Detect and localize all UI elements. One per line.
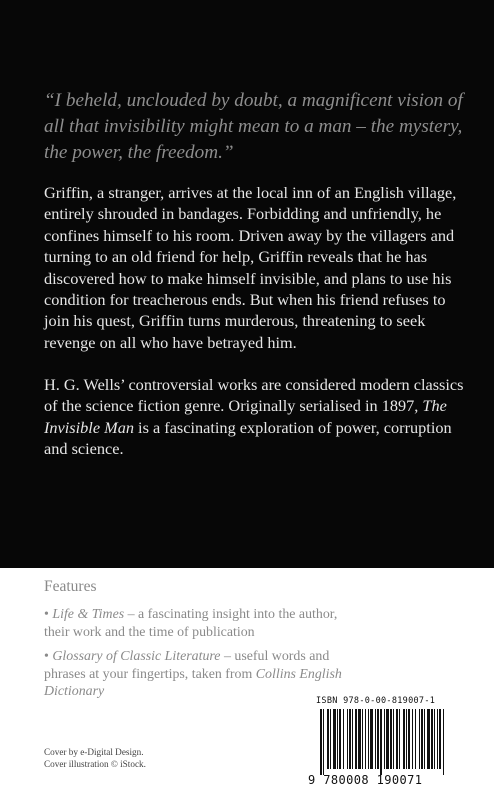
barcode-bar [419,709,420,769]
barcode-bar [431,709,433,769]
feature-name: Glossary of Classic Literature [52,649,221,664]
barcode-bar [339,709,341,769]
bullet: • [44,649,49,664]
barcode-right-group: 190071 [376,773,423,787]
barcode-bar [362,709,363,769]
barcode-first-digit: 9 [308,773,316,787]
barcode-bar [377,709,379,769]
isbn-barcode [306,693,482,791]
cover-design-credit: Cover by e-Digital Design. [44,747,144,757]
barcode-bars [306,709,482,775]
barcode-bar [415,709,416,769]
barcode-bar [412,709,413,769]
barcode-bar [368,709,369,769]
barcode-bar [437,709,438,769]
dictionary-source: Collins English Dictionary [44,666,342,699]
barcode-bar [427,709,430,769]
barcode-bar [424,709,425,769]
feature-desc: – useful words and phrases at your fingertips, taken from [44,649,330,682]
features-panel [0,568,494,800]
barcode-bar [370,709,373,769]
barcode-bar [365,709,366,769]
barcode-bar [330,709,331,769]
barcode-left-group: 780008 [323,773,369,787]
about-paragraph [44,374,468,460]
barcode-bar [399,709,400,769]
barcode-bar [393,709,394,769]
barcode-digits [308,773,482,787]
barcode-bar [390,709,392,769]
barcode-bar [349,709,351,769]
feature-name: Life & Times [52,607,125,622]
barcode-bar [439,709,441,769]
barcode-bar [355,709,357,769]
barcode-bar [396,709,398,769]
feature-item-life-times [44,606,344,641]
barcode-bar [320,709,322,775]
barcode-bar [380,709,382,775]
barcode-bar [347,709,348,769]
barcode-bar [327,709,329,769]
isbn-label: ISBN 978-0-00-819007-1 [316,696,436,706]
about-text-after: is a fascinating exploration of power, corruption and science. [44,417,452,459]
barcode-bar [384,709,385,769]
synopsis-paragraph: Griffin, a stranger, arrives at the local inn of an English village, entirely shrouded in bandages. Forbidding and unfriendly, he confines himself to his room. Driven away by the villagers and turning to an old friend for help, Griffin reveals that he has discovered how to make himself invisible, and plans to use his condition for treacherous ends. But when his friend refuses to join his quest, Griffin turns murderous, threatening to seek revenge on all who have betrayed him. [44,183,457,352]
feature-desc: – a fascinating insight into the author, their work and the time of publication [44,607,338,640]
book-title-italic: The Invisible Man [44,396,447,437]
features-heading: Features [44,578,97,595]
about-text-before: H. G. Wells’ controversial works are considered modern classics of the science fiction genre. Originally serialised in 1897, [44,375,464,416]
cover-illustration-credit: Cover illustration © iStock. [44,759,146,769]
barcode-bar [352,709,353,769]
barcode-bar [337,709,338,769]
feature-item-glossary [44,648,344,701]
barcode-bar [323,709,324,775]
barcode-bar [386,709,389,769]
barcode-bar [375,709,376,769]
bullet: • [44,607,49,622]
barcode-bar [333,709,336,769]
barcode-bar [343,709,344,769]
barcode-bar [443,709,444,775]
barcode-bar [358,709,361,769]
barcode-bar [406,709,407,769]
barcode-bar [421,709,423,769]
barcode-bar [434,709,435,769]
pull-quote: “I beheld, unclouded by doubt, a magnificent vision of all that invisibility might mean to a man – the mystery, the power, the freedom.” [44,90,463,163]
barcode-bar [408,709,410,769]
barcode-bar [403,709,405,769]
